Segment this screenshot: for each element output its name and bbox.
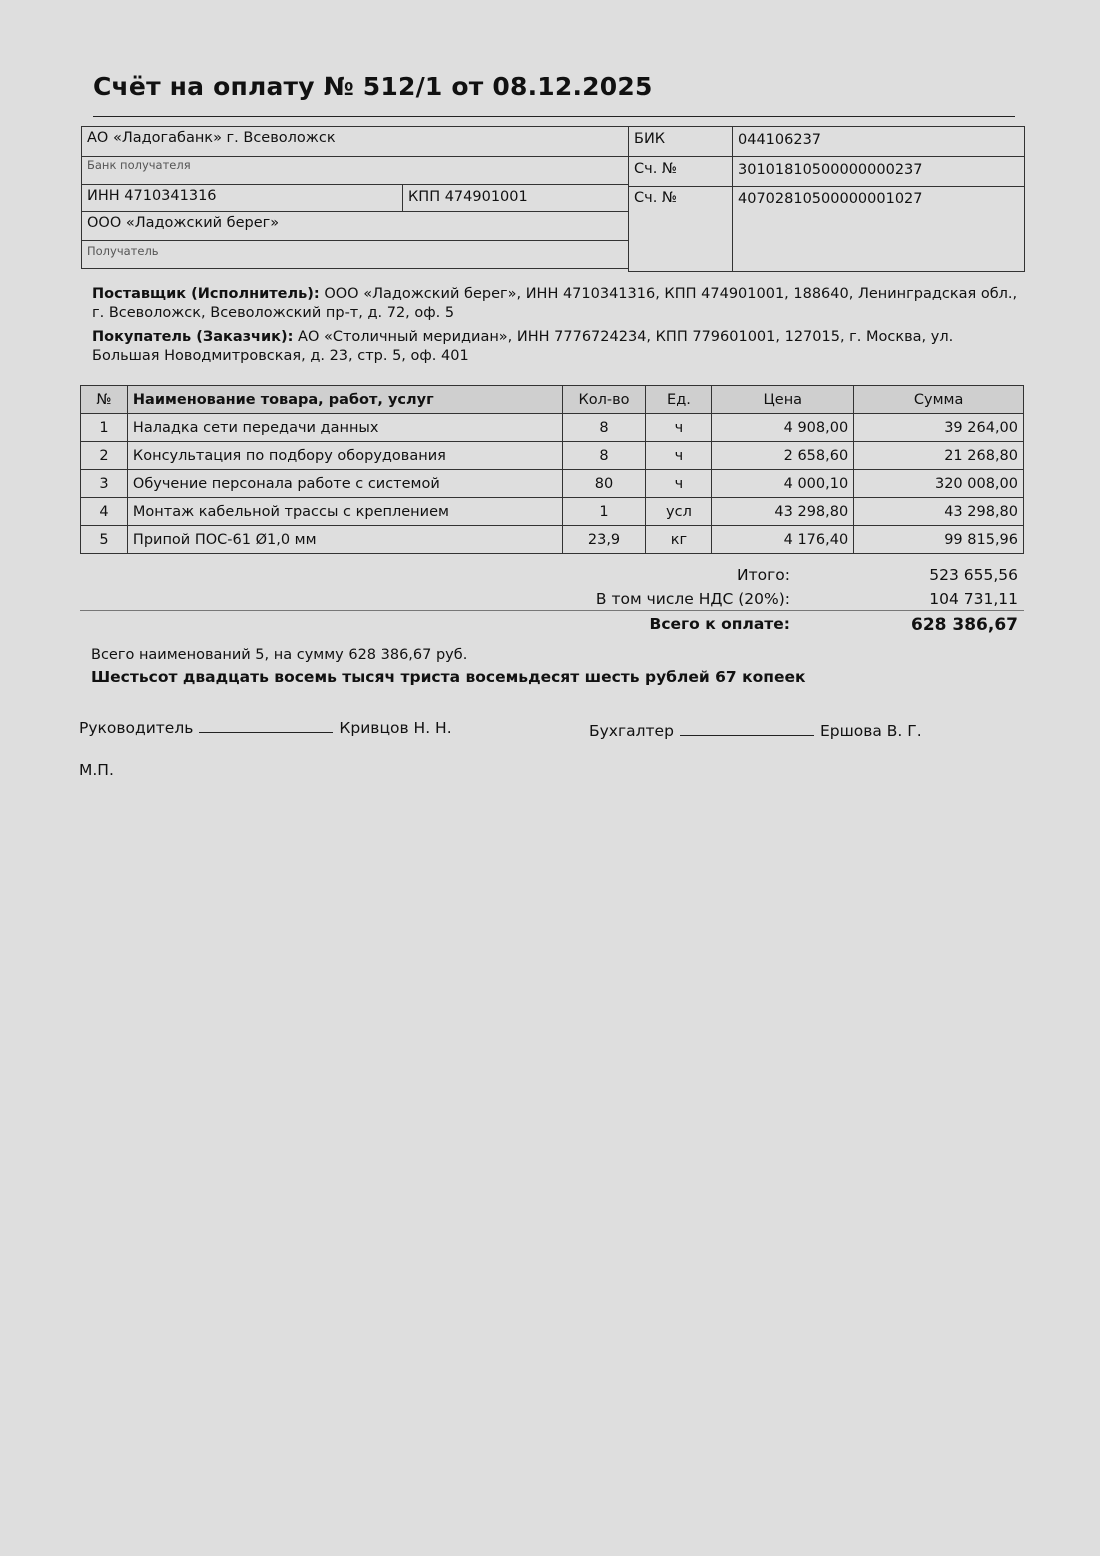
row-number: 1 (81, 414, 128, 442)
account-value: 40702810500000001027 (738, 191, 923, 207)
table-row (81, 442, 1024, 470)
accountant-signature (589, 721, 922, 740)
row-unit: усл (646, 498, 712, 526)
subtotal-value: 523 655,56 (929, 566, 1018, 584)
row-name: Обучение персонала работе с системой (127, 470, 562, 498)
buyer-text: АО «Столичный меридиан», ИНН 7776724234, КПП 779601001, 127015, г. Москва, ул. Большая Новодмитровская, д. 23, стр. 5, оф. 401 (92, 329, 954, 364)
table-row (81, 470, 1024, 498)
total-due-value: 628 386,67 (910, 615, 1018, 635)
head-label: Руководитель (79, 719, 194, 737)
row-name: Консультация по подбору оборудования (127, 442, 562, 470)
col-header-unit: Ед. (646, 386, 712, 414)
vat-label: В том числе НДС (20%): (595, 590, 790, 608)
head-signature-line (199, 718, 333, 733)
row-number: 5 (81, 526, 128, 554)
table-header-row (81, 386, 1024, 414)
bik-value: 044106237 (738, 132, 822, 148)
row-number: 4 (81, 498, 128, 526)
supplier-info (92, 285, 1022, 323)
recipient-inn: ИНН 4710341316 (87, 188, 217, 204)
row-qty: 8 (562, 442, 646, 470)
row-name: Припой ПОС-61 Ø1,0 мм (127, 526, 562, 554)
vat-value: 104 731,11 (929, 590, 1018, 608)
recipient-kpp: КПП 474901001 (408, 189, 528, 205)
title-divider (93, 116, 1015, 117)
totals-divider (80, 610, 1024, 611)
row-sum: 43 298,80 (854, 498, 1024, 526)
stamp-mark: М.П. (79, 761, 114, 779)
items-table (80, 385, 1024, 554)
buyer-label: Покупатель (Заказчик): (92, 329, 294, 345)
col-header-number: № (81, 386, 128, 414)
corr-account-label: Сч. № (634, 161, 677, 177)
row-number: 2 (81, 442, 128, 470)
col-header-name: Наименование товара, работ, услуг (127, 386, 562, 414)
accountant-name: Ершова В. Г. (819, 722, 922, 740)
row-unit: ч (646, 414, 712, 442)
row-price: 4 908,00 (712, 414, 854, 442)
row-sum: 21 268,80 (854, 442, 1024, 470)
recipient-caption: Получатель (87, 244, 159, 258)
row-sum: 39 264,00 (854, 414, 1024, 442)
table-row (81, 498, 1024, 526)
row-price: 43 298,80 (712, 498, 854, 526)
bik-label: БИК (634, 131, 666, 147)
buyer-info (92, 328, 1022, 366)
row-qty: 1 (562, 498, 646, 526)
col-header-sum: Сумма (854, 386, 1024, 414)
row-name: Наладка сети передачи данных (127, 414, 562, 442)
supplier-text: ООО «Ладожский берег», ИНН 4710341316, КПП 474901001, 188640, Ленинградская обл., г. Всеволожск, Всеволожский пр-т, д. 72, оф. 5 (92, 286, 1018, 321)
subtotal-label: Итого: (737, 566, 790, 584)
head-name: Кривцов Н. Н. (339, 719, 452, 737)
row-qty: 23,9 (562, 526, 646, 554)
row-qty: 8 (562, 414, 646, 442)
account-label: Сч. № (634, 190, 677, 206)
accountant-signature-line (680, 721, 814, 736)
row-unit: ч (646, 442, 712, 470)
supplier-label: Поставщик (Исполнитель): (92, 286, 320, 302)
bank-caption: Банк получателя (87, 158, 191, 172)
bank-name: АО «Ладогабанк» г. Всеволожск (87, 130, 336, 146)
recipient-caption-cell (81, 240, 629, 269)
recipient-name: ООО «Ладожский берег» (87, 215, 280, 231)
row-price: 2 658,60 (712, 442, 854, 470)
col-header-price: Цена (712, 386, 854, 414)
head-signature (79, 718, 452, 737)
row-name: Монтаж кабельной трассы с креплением (127, 498, 562, 526)
row-sum: 320 008,00 (854, 470, 1024, 498)
total-due-label: Всего к оплате: (649, 615, 790, 633)
table-row (81, 414, 1024, 442)
invoice-title: Счёт на оплату № 512/1 от 08.12.2025 (93, 72, 653, 101)
amount-in-words: Шестьсот двадцать восемь тысяч триста восемьдесят шесть рублей 67 копеек (91, 668, 806, 686)
row-unit: кг (646, 526, 712, 554)
col-header-qty: Кол-во (562, 386, 646, 414)
corr-account-value: 30101810500000000237 (738, 162, 923, 178)
accountant-label: Бухгалтер (589, 722, 674, 740)
items-count-line: Всего наименований 5, на сумму 628 386,67 руб. (91, 647, 468, 663)
row-qty: 80 (562, 470, 646, 498)
row-number: 3 (81, 470, 128, 498)
bank-details-block (81, 126, 1025, 272)
row-price: 4 000,10 (712, 470, 854, 498)
row-unit: ч (646, 470, 712, 498)
row-price: 4 176,40 (712, 526, 854, 554)
table-row (81, 526, 1024, 554)
row-sum: 99 815,96 (854, 526, 1024, 554)
